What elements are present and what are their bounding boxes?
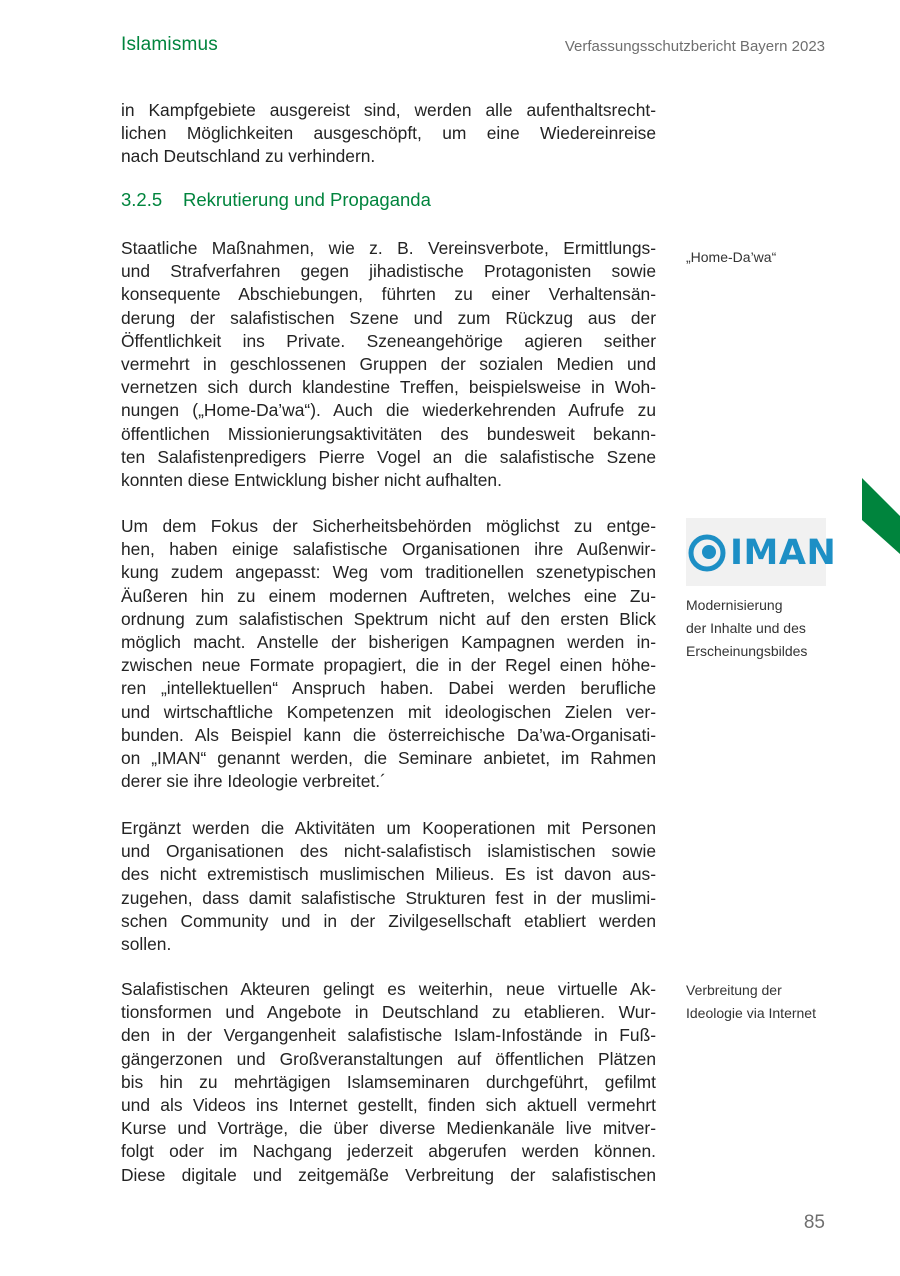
iman-logo-icon (688, 534, 726, 572)
text-line: konsequente Abschiebungen, führten zu einer Verhaltensän- (121, 284, 656, 305)
margin-note-verbreitung (686, 979, 856, 1025)
text-line: Äußeren hin zu einem modernen Auftreten, welches eine Zu- (121, 585, 656, 606)
text-line: Um dem Fokus der Sicherheitsbehörden möglichst zu entge- (121, 516, 656, 536)
text-line: vernetzen sich durch klandestine Treffen, beispielsweise in Woh- (121, 377, 656, 398)
text-line: zugehen, dass damit salafistische Strukturen fest in der muslimi- (121, 887, 656, 908)
text-line: ordnung zum salafistischen Spektrum nicht auf den ersten Blick (121, 608, 656, 629)
text-line: und wirtschaftliche Kompetenzen mit ideologischen Zielen ver- (121, 701, 656, 722)
section-number: 3.2.5 (121, 189, 163, 210)
intro-paragraph (121, 99, 656, 169)
text-line: derung der salafistischen Szene und zum Rückzug aus der (121, 307, 656, 328)
text-line: hen, haben einige salafistische Organisationen ihre Außenwir- (121, 539, 656, 560)
text-line: des nicht extremistisch muslimischen Milieus. Es ist davon aus- (121, 864, 656, 885)
text-line: lichen Möglichkeiten ausgeschöpft, um eine Wiedereinreise (121, 123, 656, 144)
text-line: in Kampfgebiete ausgereist sind, werden alle aufenthaltsrecht- (121, 100, 656, 120)
text-line: tionsformen und Angebote in Deutschland zu etablieren. Wur- (121, 1002, 656, 1023)
text-line: möglich macht. Anstelle der bisherigen Kampagnen werden in- (121, 632, 656, 653)
chapter-tab-marker (862, 478, 900, 554)
text-line: schen Community und in der Zivilgesellschaft etabliert werden (121, 910, 656, 931)
text-line: bis hin zu mehrtägigen Islamseminaren durchgeführt, gefilmt (121, 1071, 656, 1092)
margin-note-line: der Inhalte und des (686, 620, 806, 636)
text-line: Kurse und Vorträge, die über diverse Medienkanäle live mitver- (121, 1118, 656, 1139)
text-line: on „IMAN“ genannt werden, die Seminare anbietet, im Rahmen (121, 748, 656, 769)
text-line: nungen („Home-Da’wa“). Auch die wiederkehrenden Aufrufe zu (121, 400, 656, 421)
margin-note-line: Ideologie via Internet (686, 1005, 816, 1021)
paragraph-3 (121, 817, 656, 956)
paragraph-2 (121, 515, 656, 793)
text-line: Diese digitale und zeitgemäße Verbreitung der salafistischen (121, 1164, 656, 1185)
section-heading (121, 189, 431, 211)
text-line: öffentlichen Missionierungsaktivitäten des bundesweit bekann- (121, 423, 656, 444)
text-line: Salafistischen Akteuren gelingt es weiterhin, neue virtuelle Ak- (121, 979, 656, 999)
text-line: kung zudem angepasst: Weg vom traditionellen szenetypischen (121, 562, 656, 583)
text-line: konnten diese Entwicklung bisher nicht aufhalten. (121, 470, 502, 491)
text-line: bunden. Als Beispiel kann die österreichische Da’wa-Organisati- (121, 724, 656, 745)
text-line: derer sie ihre Ideologie verbreitet.´ (121, 771, 386, 792)
text-line: Ergänzt werden die Aktivitäten um Kooperationen mit Personen (121, 818, 656, 838)
text-line: zwischen neue Formate propagiert, die in der Regel einen höhe- (121, 655, 656, 676)
section-title: Rekrutierung und Propaganda (183, 189, 431, 210)
iman-logo-text: IMAN (730, 533, 837, 573)
text-line: sollen. (121, 934, 172, 955)
text-line: vermehrt in geschlossenen Gruppen der sozialen Medien und (121, 354, 656, 375)
iman-logo (686, 518, 837, 586)
paragraph-4 (121, 978, 656, 1187)
text-line: ten Salafistenpredigers Pierre Vogel an die salafistische Szene (121, 446, 656, 467)
text-line: den in der Vergangenheit salafistische Islam-Infostände in Fuß- (121, 1025, 656, 1046)
text-line: Öffentlichkeit ins Private. Szeneangehörige agieren seither (121, 330, 656, 351)
text-line: und Organisationen des nicht-salafistisch islamistischen sowie (121, 841, 656, 862)
text-line: gängerzonen und Großveranstaltungen auf öffentlichen Plätzen (121, 1048, 656, 1069)
text-line: folgt oder im Nachgang jederzeit abgerufen werden können. (121, 1141, 656, 1162)
margin-note-line: Verbreitung der (686, 982, 782, 998)
margin-note-line: Erscheinungsbildes (686, 643, 808, 659)
running-header-section: Islamismus (121, 34, 219, 55)
text-line: und als Videos ins Internet gestellt, finden sich aktuell vermehrt (121, 1095, 656, 1116)
margin-note-home-dawa (686, 246, 856, 269)
running-header-publication: Verfassungsschutzbericht Bayern 2023 (564, 38, 825, 55)
text-line: und Strafverfahren gegen jihadistische Protagonisten sowie (121, 261, 656, 282)
margin-note-line: Modernisierung (686, 597, 783, 613)
margin-note-line: „Home-Da’wa“ (686, 249, 777, 265)
text-line: Staatliche Maßnahmen, wie z. B. Vereinsverbote, Ermittlungs- (121, 238, 656, 258)
paragraph-1 (121, 237, 656, 492)
margin-note-modernisierung (686, 594, 856, 663)
page-number: 85 (803, 1212, 825, 1233)
text-line: ren „intellektuellen“ Anspruch haben. Dabei werden berufliche (121, 678, 656, 699)
text-line: nach Deutschland zu verhindern. (121, 146, 376, 167)
